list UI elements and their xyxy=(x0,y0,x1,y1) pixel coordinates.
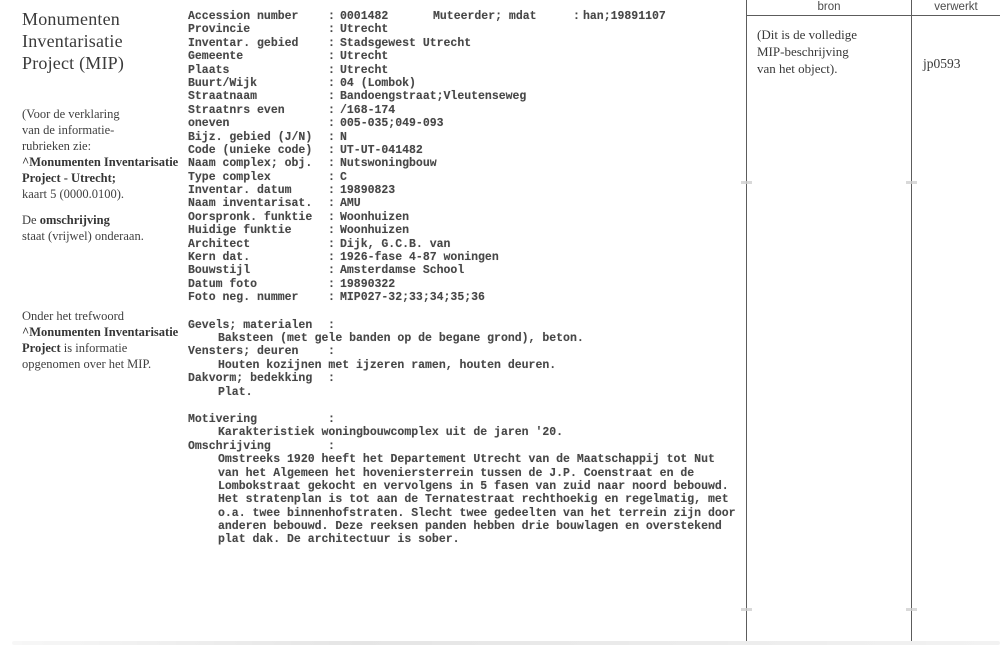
field-value: Amsterdamse School xyxy=(340,264,465,278)
note-line: rubrieken zie: xyxy=(22,139,92,153)
sidebar-note-trefwoord xyxy=(22,308,178,372)
field-row-inventar-gebied xyxy=(188,37,768,50)
field-label: Kern dat. xyxy=(188,251,251,265)
page-bottom-scan-shadow xyxy=(12,641,1000,645)
field-label: oneven xyxy=(188,117,230,131)
omschrijving-line: Omstreeks 1920 heeft het Departement Utrecht van de Maatschappij tot Nut xyxy=(218,453,715,467)
colon: : xyxy=(328,76,335,90)
field-value: N xyxy=(340,130,347,144)
colon: : xyxy=(328,237,335,251)
note-line: van de informatie- xyxy=(22,123,115,137)
field-value: 1926-fase 4-87 woningen xyxy=(340,251,499,265)
muteerder-label: Muteerder; mdat xyxy=(433,10,537,23)
field-label: Straatnrs even xyxy=(188,103,285,117)
colon: : xyxy=(328,90,335,104)
note-line: staat (vrijwel) onderaan. xyxy=(22,229,144,243)
colon: : xyxy=(328,63,335,77)
field-label: Provincie xyxy=(188,23,251,37)
sidebar-note-verklaring xyxy=(22,106,178,202)
column-header-verwerkt: verwerkt xyxy=(934,1,978,13)
field-value: UT-UT-041482 xyxy=(340,143,423,157)
section-label: Gevels; materialen xyxy=(188,318,313,332)
colon: : xyxy=(328,372,335,386)
field-row-bouwstijl xyxy=(188,264,768,277)
page-title-line: Inventarisatie xyxy=(22,31,123,51)
field-row-oneven xyxy=(188,117,768,130)
field-value: MIP027-32;33;34;35;36 xyxy=(340,291,485,305)
note-line-bold: ^Monumenten Inventarisatie xyxy=(22,155,179,169)
colon: : xyxy=(328,36,335,50)
section-row-gevels xyxy=(188,319,768,332)
field-label: Straatnaam xyxy=(188,90,258,104)
field-label: Inventar. gebied xyxy=(188,36,299,50)
field-label: Datum foto xyxy=(188,277,258,291)
verwerkt-column-left-rule xyxy=(911,0,912,641)
field-label: Architect xyxy=(188,237,251,251)
muteerder-value: han;19891107 xyxy=(583,10,666,23)
field-row-architect xyxy=(188,238,768,251)
field-row-buurt-wijk xyxy=(188,77,768,90)
note-text-bold: omschrijving xyxy=(39,213,110,227)
section-label: Omschrijving xyxy=(188,439,271,453)
omschrijving-line: plat dak. De architectuur is sober. xyxy=(218,533,460,547)
field-row-code xyxy=(188,144,768,157)
colon: : xyxy=(328,143,335,157)
field-row-type-complex xyxy=(188,171,768,184)
colon: : xyxy=(328,170,335,184)
scan-mark xyxy=(741,181,752,184)
field-value: Woonhuizen xyxy=(340,210,410,224)
colon: : xyxy=(328,264,335,278)
colon: : xyxy=(328,50,335,64)
colon: : xyxy=(328,318,335,332)
section-label: Dakvorm; bedekking xyxy=(188,372,313,386)
page-title xyxy=(22,8,194,74)
field-row-foto-neg-nummer xyxy=(188,291,768,304)
field-value: /168-174 xyxy=(340,103,396,117)
field-value: C xyxy=(340,170,347,184)
field-label: Naam complex; obj. xyxy=(188,157,313,171)
bron-note-line: (Dit is de volledige xyxy=(757,27,858,42)
scan-mark xyxy=(906,608,917,611)
section-row-dakvorm xyxy=(188,372,768,385)
bron-column-left-rule xyxy=(746,0,747,641)
field-row-plaats xyxy=(188,64,768,77)
record-content xyxy=(188,10,768,547)
field-value: Utrecht xyxy=(340,23,389,37)
note-line: opgenomen over het MIP. xyxy=(22,357,152,371)
field-value: Utrecht xyxy=(340,50,389,64)
field-value: Bandoengstraat;Vleutenseweg xyxy=(340,90,527,104)
section-text-vensters: Houten kozijnen met ijzeren ramen, houten deuren. xyxy=(218,358,557,372)
omschrijving-line: anderen bebouwd. Deze reeksen panden hebben drie bouwlagen en overstekend xyxy=(218,520,722,534)
field-row-gemeente xyxy=(188,50,768,63)
field-value: AMU xyxy=(340,197,361,211)
colon: : xyxy=(573,10,580,23)
field-label: Gemeente xyxy=(188,50,244,64)
colon: : xyxy=(328,251,335,265)
field-value: Dijk, G.C.B. van xyxy=(340,237,451,251)
field-value: 0001482 xyxy=(340,10,389,23)
field-value: Utrecht xyxy=(340,63,389,77)
bron-note-line: MIP-beschrijving xyxy=(757,44,849,59)
sidebar xyxy=(22,8,194,371)
bron-note xyxy=(757,26,857,77)
field-label: Buurt/Wijk xyxy=(188,76,258,90)
colon: : xyxy=(328,184,335,198)
colon: : xyxy=(328,130,335,144)
note-text: De xyxy=(22,213,40,227)
omschrijving-line: van het Algemeen het hoveniersterrein tussen de J.P. Coenstraat en de xyxy=(218,466,695,480)
colon: : xyxy=(328,345,335,359)
field-row-naam-complex xyxy=(188,157,768,170)
field-label: Inventar. datum xyxy=(188,184,292,198)
field-value: 19890322 xyxy=(340,277,396,291)
field-label: Code (unieke code) xyxy=(188,143,313,157)
section-text-gevels: Baksteen (met gele banden op de begane grond), beton. xyxy=(218,331,584,345)
colon: : xyxy=(328,157,335,171)
field-row-provincie xyxy=(188,23,768,36)
field-label: Bouwstijl xyxy=(188,264,251,278)
omschrijving-line: Lombokstraat gekocht en vervolgens in 5 fasen van zuid naar noord bebouwd. xyxy=(218,479,729,493)
note-line: (Voor de verklaring xyxy=(22,107,120,121)
note-text: is informatie xyxy=(60,341,128,355)
colon: : xyxy=(328,103,335,117)
field-row-straatnaam xyxy=(188,90,768,103)
field-row-datum-foto xyxy=(188,278,768,291)
note-line-bold: Project - Utrecht; xyxy=(22,171,116,185)
page-title-line: Monumenten xyxy=(22,9,120,29)
field-row-accession xyxy=(188,10,768,23)
colon: : xyxy=(328,291,335,305)
field-label: Foto neg. nummer xyxy=(188,291,299,305)
section-text-motivering: Karakteristiek woningbouwcomplex uit de jaren '20. xyxy=(218,426,564,440)
colon: : xyxy=(328,277,335,291)
colon: : xyxy=(328,210,335,224)
field-value: 19890823 xyxy=(340,184,396,198)
column-header-bron: bron xyxy=(817,1,841,13)
field-label: Naam inventarisat. xyxy=(188,197,313,211)
header-underline-rule xyxy=(746,15,1000,16)
note-line-bold: ^Monumenten Inventarisatie xyxy=(22,325,179,339)
omschrijving-line: o.a. twee binnenhofstraten. Slecht twee gedeelten van het terrein zijn door xyxy=(218,506,736,520)
field-row-straatnrs-even xyxy=(188,104,768,117)
field-row-inventar-datum xyxy=(188,184,768,197)
field-value: 005-035;049-093 xyxy=(340,117,444,131)
sidebar-note-omschrijving xyxy=(22,212,144,244)
colon: : xyxy=(328,117,335,131)
section-label: Motivering xyxy=(188,412,258,426)
field-row-huidige-funktie xyxy=(188,224,768,237)
omschrijving-line: Het stratenplan is tot aan de Ternatestraat rechthoekig en regelmatig, met xyxy=(218,493,729,507)
field-label: Huidige funktie xyxy=(188,224,292,238)
scan-mark xyxy=(906,181,917,184)
field-label: Oorspronk. funktie xyxy=(188,210,313,224)
field-label: Accession number xyxy=(188,10,299,23)
field-value: 04 (Lombok) xyxy=(340,76,416,90)
field-label: Plaats xyxy=(188,63,230,77)
section-row-vensters xyxy=(188,345,768,358)
page-title-line: Project (MIP) xyxy=(22,53,125,73)
bron-note-line: van het object). xyxy=(757,61,838,76)
colon: : xyxy=(328,23,335,37)
section-text-dakvorm: Plat. xyxy=(218,385,253,399)
note-text-bold: Project xyxy=(22,341,61,355)
scan-mark xyxy=(741,608,752,611)
field-row-oorspronk-funktie xyxy=(188,211,768,224)
note-line: Onder het trefwoord xyxy=(22,309,125,323)
colon: : xyxy=(328,197,335,211)
field-row-bijz-gebied xyxy=(188,131,768,144)
field-label: Bijz. gebied (J/N) xyxy=(188,130,313,144)
note-line: kaart 5 (0000.0100). xyxy=(22,187,125,201)
colon: : xyxy=(328,224,335,238)
colon: : xyxy=(328,412,335,426)
field-value: Stadsgewest Utrecht xyxy=(340,36,472,50)
verwerkt-code: jp0593 xyxy=(923,56,961,71)
field-row-naam-inventarisat xyxy=(188,197,768,210)
note-line xyxy=(22,212,144,228)
section-label: Vensters; deuren xyxy=(188,345,299,359)
field-value: Nutswoningbouw xyxy=(340,157,437,171)
colon: : xyxy=(328,439,335,453)
field-value: Woonhuizen xyxy=(340,224,410,238)
field-label: Type complex xyxy=(188,170,271,184)
colon: : xyxy=(328,10,335,23)
note-line xyxy=(22,340,178,356)
field-row-kern-dat xyxy=(188,251,768,264)
section-row-motivering xyxy=(188,413,768,426)
section-row-omschrijving xyxy=(188,440,768,453)
